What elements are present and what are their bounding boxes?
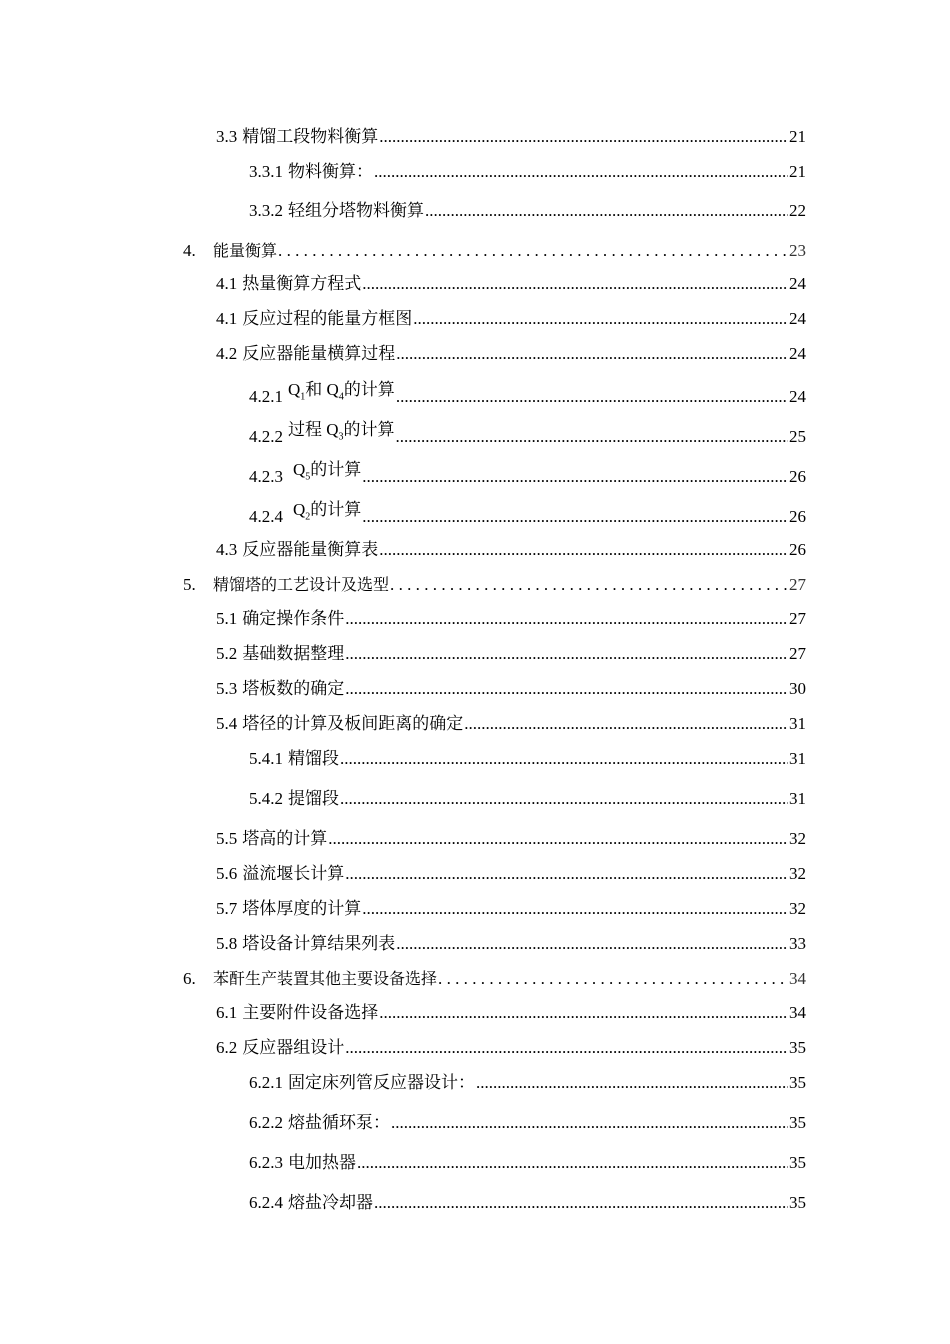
toc-page-number: 34: [789, 969, 806, 988]
toc-number: 4.3: [216, 540, 238, 559]
toc-title: 确定操作条件: [242, 609, 345, 628]
dot-leader: [396, 427, 788, 447]
toc-title: 轻组分塔物料衡算: [288, 201, 424, 220]
toc-title: 熔盐循环泵：: [288, 1113, 390, 1132]
toc-page-number: 27: [789, 644, 806, 663]
toc-page-number: 35: [789, 1193, 806, 1212]
toc-entry[interactable]: [249, 420, 806, 447]
toc-number: 5.2: [216, 644, 238, 663]
toc-number: 5.4.2: [249, 789, 283, 808]
toc-page-number: 31: [789, 749, 806, 768]
toc-title: 塔体厚度的计算: [242, 899, 362, 918]
toc-entry[interactable]: [216, 1003, 806, 1023]
dot-leader: [413, 309, 788, 329]
toc-number: 4.: [183, 241, 196, 260]
toc-title: 溢流堰长计算: [242, 864, 345, 883]
toc-number: 4.2.4: [249, 507, 283, 527]
dot-leader: [328, 829, 788, 849]
toc-page-number: 24: [789, 274, 806, 293]
toc-entry[interactable]: [216, 540, 806, 560]
toc-number: 4.2.1: [249, 387, 283, 407]
toc-entry[interactable]: [216, 934, 806, 954]
dot-leader: [362, 274, 788, 294]
dot-leader: [345, 644, 788, 664]
toc-entry[interactable]: [249, 1153, 806, 1173]
toc-number: 4.2: [216, 344, 238, 363]
dot-leader: [340, 749, 788, 769]
toc-entry[interactable]: [249, 1113, 806, 1133]
toc-number: 4.1: [216, 309, 238, 328]
toc-page-number: 24: [789, 344, 806, 363]
toc-entry[interactable]: [249, 1073, 806, 1093]
toc-number: 5.3: [216, 679, 238, 698]
toc-number: 5.8: [216, 934, 238, 953]
toc-page-number: 26: [789, 467, 806, 487]
dot-leader: [374, 162, 788, 182]
toc-entry[interactable]: [249, 500, 806, 527]
toc-title: 精馏塔的工艺设计及选型: [213, 575, 390, 594]
dot-leader: [390, 575, 788, 595]
toc-entry[interactable]: [216, 829, 806, 849]
toc-title: 反应器组设计: [242, 1038, 345, 1057]
toc-page-number: 34: [789, 1003, 806, 1022]
toc-number: 3.3: [216, 127, 238, 146]
dot-leader: [345, 609, 788, 629]
toc-number: 4.2.3: [249, 467, 283, 487]
toc-number: 5.5: [216, 829, 238, 848]
toc-title: 精馏段: [288, 749, 339, 768]
dot-leader: [379, 540, 788, 560]
toc-page-number: 32: [789, 864, 806, 883]
toc-number: 4.1: [216, 274, 238, 293]
toc-number: 6.2: [216, 1038, 238, 1057]
toc-entry[interactable]: [216, 714, 806, 734]
toc-number: 5.1: [216, 609, 238, 628]
toc-title: 物料衡算：: [288, 162, 373, 181]
toc-title: 热量衡算方程式: [242, 274, 362, 293]
toc-entry[interactable]: [249, 789, 806, 809]
toc-chapter-entry[interactable]: [183, 241, 806, 261]
toc-page-number: 31: [789, 714, 806, 733]
toc-entry[interactable]: [216, 309, 806, 329]
toc-title: 主要附件设备选择: [242, 1003, 379, 1022]
toc-title: 苯酐生产装置其他主要设备选择: [213, 969, 438, 988]
toc-entry[interactable]: [249, 162, 806, 182]
dot-leader: [379, 127, 788, 147]
toc-number: 6.2.4: [249, 1193, 283, 1212]
toc-entry[interactable]: [216, 127, 806, 147]
toc-page-number: 24: [789, 387, 806, 407]
toc-entry[interactable]: [249, 749, 806, 769]
toc-number: 6.1: [216, 1003, 238, 1022]
toc-title: 精馏工段物料衡算: [242, 127, 379, 146]
toc-number: 4.2.2: [249, 427, 283, 447]
dot-leader: [396, 387, 788, 407]
toc-page-number: 31: [789, 789, 806, 808]
toc-entry[interactable]: [216, 344, 806, 364]
toc-entry[interactable]: [249, 460, 806, 487]
dot-leader: [362, 467, 788, 487]
toc-title: 塔设备计算结果列表: [242, 934, 396, 953]
toc-entry[interactable]: [249, 1193, 806, 1213]
toc-page-number: 26: [789, 540, 806, 559]
toc-number: 5.6: [216, 864, 238, 883]
toc-entry[interactable]: [249, 201, 806, 221]
toc-page-number: 26: [789, 507, 806, 527]
toc-chapter-entry[interactable]: [183, 969, 806, 989]
toc-title: 塔径的计算及板间距离的确定: [242, 714, 464, 733]
dot-leader: [345, 1038, 788, 1058]
toc-title: 能量衡算: [213, 241, 278, 260]
toc-page-number: 35: [789, 1073, 806, 1092]
toc-number: 5.4: [216, 714, 238, 733]
toc-page-number: 32: [789, 829, 806, 848]
dot-leader: [374, 1193, 788, 1213]
dot-leader: [391, 1113, 788, 1133]
toc-number: 6.: [183, 969, 196, 988]
toc-page-number: 25: [789, 427, 806, 447]
toc-page-number: 21: [789, 162, 806, 181]
toc-number: 5.: [183, 575, 196, 594]
toc-title: $Q_1$和 $Q_4$的计算: [288, 380, 395, 403]
dot-leader: [425, 201, 788, 221]
toc-page-number: 27: [789, 575, 806, 594]
dot-leader: [345, 864, 788, 884]
dot-leader: [345, 679, 788, 699]
dot-leader: [438, 969, 788, 989]
toc-title: 提馏段: [288, 789, 339, 808]
toc-title: 反应过程的能量方框图: [242, 309, 413, 328]
toc-entry[interactable]: [216, 1038, 806, 1058]
toc-page-number: 32: [789, 899, 806, 918]
toc-entry[interactable]: [216, 864, 806, 884]
toc-number: 3.3.1: [249, 162, 283, 181]
toc-title: $Q_5$的计算: [293, 460, 362, 483]
toc-title: 塔板数的确定: [242, 679, 345, 698]
toc-page-number: 21: [789, 127, 806, 146]
toc-title: 反应器能量衡算表: [242, 540, 379, 559]
toc-title: 过程 $Q_3$的计算: [288, 420, 395, 443]
toc-entry[interactable]: [216, 644, 806, 664]
dot-leader: [357, 1153, 788, 1173]
toc-entry[interactable]: [249, 380, 806, 407]
toc-number: 5.4.1: [249, 749, 283, 768]
toc-title: 塔高的计算: [242, 829, 328, 848]
dot-leader: [476, 1073, 788, 1093]
toc-page-number: 22: [789, 201, 806, 220]
toc-page-number: 24: [789, 309, 806, 328]
dot-leader: [362, 899, 788, 919]
toc-page-number: 35: [789, 1038, 806, 1057]
toc-number: 5.7: [216, 899, 238, 918]
toc-page-number: 35: [789, 1113, 806, 1132]
toc-page-number: 23: [789, 241, 806, 260]
toc-title: 基础数据整理: [242, 644, 345, 663]
toc-entry[interactable]: [216, 679, 806, 699]
toc-chapter-entry[interactable]: [183, 575, 806, 595]
toc-number: 6.2.1: [249, 1073, 283, 1092]
dot-leader: [379, 1003, 788, 1023]
toc-title: $Q_2$的计算: [293, 500, 362, 523]
dot-leader: [362, 507, 788, 527]
toc-title: 固定床列管反应器设计：: [288, 1073, 475, 1092]
toc-entry[interactable]: [216, 609, 806, 629]
toc-entry[interactable]: [216, 899, 806, 919]
toc-page-number: 35: [789, 1153, 806, 1172]
toc-title: 电加热器: [288, 1153, 356, 1172]
toc-page-number: 33: [789, 934, 806, 953]
toc-title: 反应器能量横算过程: [242, 344, 396, 363]
dot-leader: [278, 241, 788, 261]
dot-leader: [340, 789, 788, 809]
toc-number: 3.3.2: [249, 201, 283, 220]
dot-leader: [396, 934, 788, 954]
toc-number: 6.2.3: [249, 1153, 283, 1172]
dot-leader: [464, 714, 788, 734]
dot-leader: [396, 344, 788, 364]
toc-page-number: 27: [789, 609, 806, 628]
toc-entry[interactable]: [216, 274, 806, 294]
toc-number: 6.2.2: [249, 1113, 283, 1132]
toc-page-number: 30: [789, 679, 806, 698]
toc-title: 熔盐冷却器: [288, 1193, 373, 1212]
